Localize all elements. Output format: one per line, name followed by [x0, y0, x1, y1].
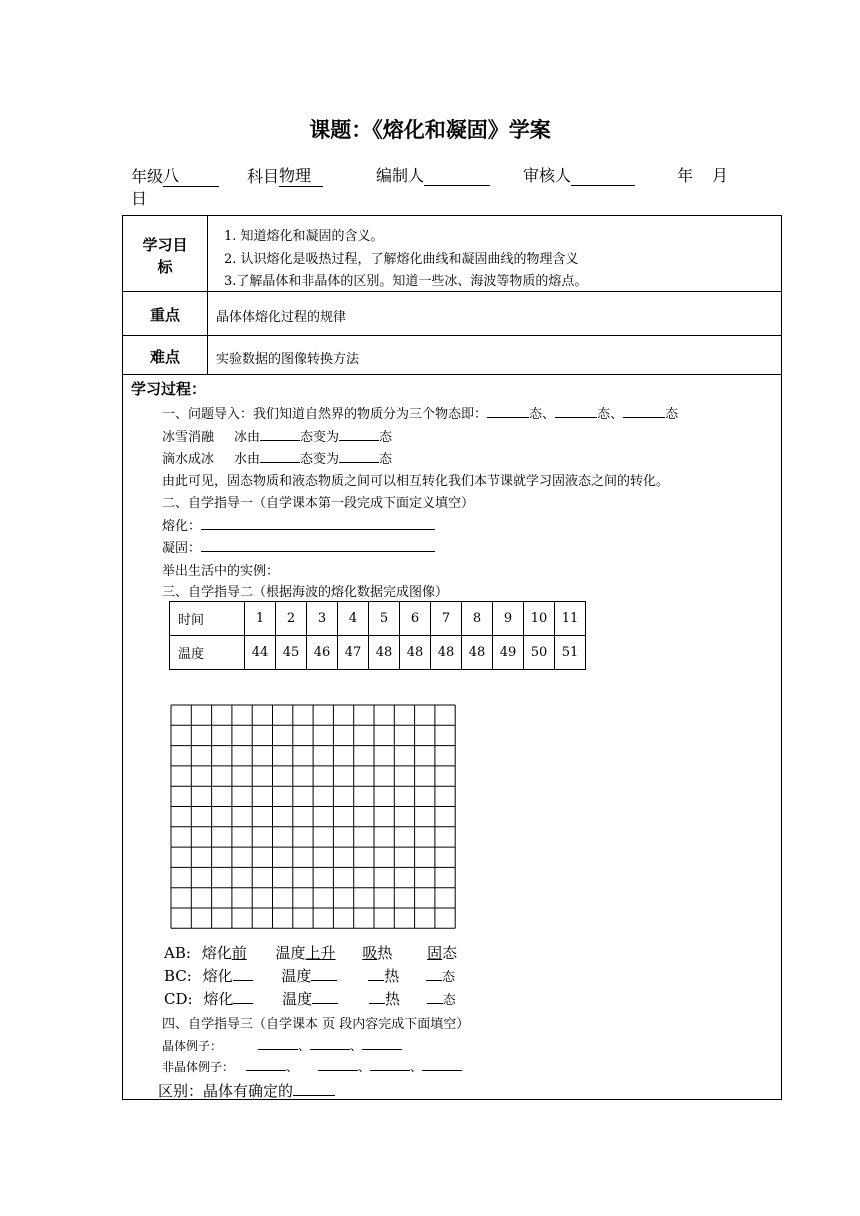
- time-cell: 7: [431, 602, 462, 636]
- subject-value: 物理: [279, 163, 323, 187]
- year-label: 年: [677, 166, 694, 185]
- time-cell: 4: [338, 602, 369, 636]
- plotting-grid[interactable]: [170, 704, 460, 932]
- temperature-cell: 44: [245, 636, 276, 670]
- key-point-label: 重点: [149, 306, 180, 324]
- examples-prompt: 举出生活中的实例：: [162, 564, 280, 579]
- blank: [339, 450, 379, 463]
- temperature-cell: 48: [369, 636, 400, 670]
- time-cell: 5: [369, 602, 400, 636]
- segment-cd-line: CD: 熔化 温度 热 态: [164, 990, 456, 1008]
- conclusion-text: 由此可见，固态物质和液态物质之间可以相互转化我们本节课就学习固液态之间的转化。: [162, 474, 670, 489]
- process-heading: 学习过程：: [131, 380, 207, 398]
- melting-data-table: [169, 601, 586, 670]
- blank: [201, 539, 435, 552]
- editor-label: 编制人: [376, 166, 425, 185]
- blank: [201, 517, 435, 530]
- blank: [487, 405, 529, 418]
- row-divider: [122, 374, 781, 375]
- time-cell: 11: [555, 602, 586, 636]
- page-title: 课题：《熔化和凝固》学案: [309, 118, 551, 142]
- difficulty-label: 难点: [149, 348, 180, 366]
- segment-bc-line: BC: 熔化 温度 热 态: [164, 967, 456, 985]
- goal-item-1: 1. 知道熔化和凝固的含义。: [224, 229, 384, 244]
- guide2-heading: 三、自学指导二（根据海波的熔化数据完成图像）: [162, 585, 449, 600]
- temperature-cell: 46: [307, 636, 338, 670]
- grade-label: 年级: [131, 167, 164, 186]
- crystal-examples: 晶体例子： 、 、: [162, 1037, 402, 1054]
- grade-field: [131, 163, 219, 187]
- temperature-cell: 48: [462, 636, 493, 670]
- column-divider: [207, 215, 208, 374]
- key-point-text: 晶体体熔化过程的规律: [216, 310, 347, 325]
- row-label-time: 时间: [170, 602, 245, 636]
- month-label: 月: [712, 166, 729, 185]
- editor-field: [376, 163, 490, 186]
- blank: [260, 428, 300, 441]
- difficulty-text: 实验数据的图像转换方法: [216, 352, 360, 367]
- goals-label: 学习目标: [142, 236, 188, 276]
- editor-blank: [424, 168, 490, 186]
- time-cell: 2: [276, 602, 307, 636]
- day-label: 日: [131, 189, 148, 208]
- grade-value: 八: [163, 163, 219, 187]
- time-cell: 10: [524, 602, 555, 636]
- noncrystal-examples: 非晶体例子： 、 、 、: [162, 1058, 462, 1075]
- freezing-definition: 凝固：: [162, 537, 435, 556]
- subject-field: [247, 163, 323, 187]
- reviewer-blank: [571, 168, 635, 186]
- goal-item-3: 3.了解晶体和非晶体的区别。知道一些冰、海波等物质的熔点。: [224, 274, 588, 289]
- temperature-cell: 48: [431, 636, 462, 670]
- row-label-temperature: 温度: [170, 636, 245, 670]
- freeze-line: 滴水成冰 水由 态变为 态: [162, 452, 393, 467]
- difference-line: 区别：晶体有确定的: [158, 1080, 335, 1101]
- blank: [339, 428, 379, 441]
- subject-label: 科目: [247, 167, 280, 186]
- row-divider: [122, 291, 781, 292]
- reviewer-label: 审核人: [523, 166, 572, 185]
- segment-ab-line: AB: 熔化前 温度上升 吸热 固态: [164, 944, 458, 962]
- time-cell: 8: [462, 602, 493, 636]
- intro-line: 一、问题导入：我们知道自然界的物质分为三个物态即： 态、 态、 态: [162, 407, 679, 422]
- melt-line: 冰雪消融 冰由 态变为 态: [162, 430, 393, 445]
- temperature-cell: 48: [400, 636, 431, 670]
- time-cell: 9: [493, 602, 524, 636]
- blank: [260, 450, 300, 463]
- temperature-cell: 45: [276, 636, 307, 670]
- time-cell: 3: [307, 602, 338, 636]
- reviewer-field: [523, 163, 635, 186]
- temperature-cell: 51: [555, 636, 586, 670]
- table-row-time: [170, 602, 586, 636]
- blank: [623, 405, 665, 418]
- table-row-temperature: [170, 636, 586, 670]
- goal-item-2: 2. 认识熔化是吸热过程，了解熔化曲线和凝固曲线的物理含义: [224, 252, 579, 267]
- temperature-cell: 49: [493, 636, 524, 670]
- guide3-heading: 四、自学指导三（自学课本 页 段内容完成下面填空）: [162, 1017, 470, 1032]
- blank: [555, 405, 597, 418]
- temperature-cell: 47: [338, 636, 369, 670]
- intro-text: 一、问题导入：我们知道自然界的物质分为三个物态即：: [162, 407, 488, 422]
- guide1-heading: 二、自学指导一（自学课本第一段完成下面定义填空）: [162, 496, 475, 511]
- row-divider: [122, 335, 781, 336]
- time-cell: 1: [245, 602, 276, 636]
- temperature-cell: 50: [524, 636, 555, 670]
- melting-definition: 熔化：: [162, 515, 435, 534]
- time-cell: 6: [400, 602, 431, 636]
